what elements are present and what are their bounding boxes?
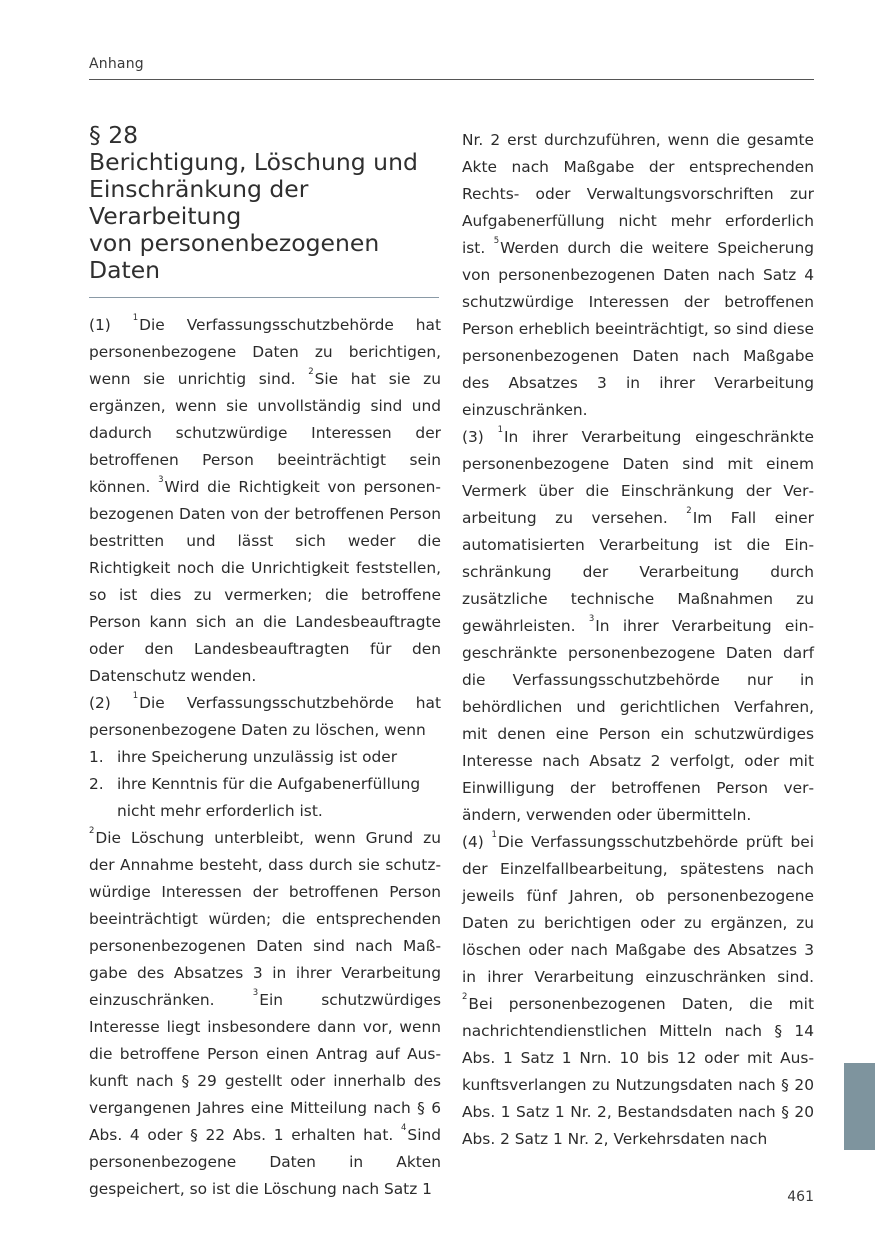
sentence: Im Fall einer automatisierten Verarbeitung ist die Einschränkung der Verarbeitung durch zusätzliche technische Maßnahmen zu gewährleisten. [462, 509, 814, 635]
sentence: Bei personenbezogenen Daten, die mit nachrichtendienstlichen Mitteln nach § 14 Abs. 1 Satz 1 Nrn. 10 bis 12 oder mit Auskunftsverlangen zu Nutzungsdaten nach § 20 Abs. 1 Satz 1 Nr. 2, Bestandsdaten nach § 20 Abs. 2 Satz 1 Nr. 2, Verkehrsdaten nach [462, 995, 814, 1148]
numbered-list [89, 744, 441, 825]
list-item-text: ihre Speicherung unzulässig ist oder [117, 748, 398, 766]
sentence: Die Löschung unterbleibt, wenn Grund zu der Annahme besteht, dass durch sie schutzwürdige Interessen der betroffenen Person beeinträchtigt würden; die entsprechenden personenbezogenen Daten sind nach Maßgabe des Absatzes 3 in ihrer Verarbeitung einzuschränken. [89, 829, 441, 1009]
section-heading [89, 122, 441, 284]
paragraph-2-continued [462, 127, 814, 424]
sentence-number: 2 [89, 826, 95, 836]
running-header: Anhang [89, 56, 144, 72]
section-title-line: Berichtigung, Löschung und [89, 148, 418, 176]
sentence-number: 1 [497, 425, 503, 435]
list-item [89, 744, 441, 771]
sentence-number: 5 [493, 236, 500, 246]
sentence-number: 3 [588, 614, 595, 624]
sentence: Ein schutzwürdiges Interesse liegt insbesondere dann vor, wenn die betroffene Person einen Antrag auf Auskunft nach § 29 gestellt oder innerhalb des vergangenen Jahres eine Mitteilung nach § 6 Abs. 4 oder § 22 Abs. 1 erhalten hat. [89, 991, 441, 1144]
paragraph-3 [462, 424, 814, 829]
section-title-line: von personenbezogenen Daten [89, 229, 380, 284]
sentence-number: 3 [158, 475, 164, 485]
list-item-number: 1. [89, 748, 104, 766]
sentence: Die Verfassungsschutzbehörde hat personenbezogene Daten zu löschen, wenn [89, 694, 441, 739]
paragraph-number: (4) [462, 833, 484, 851]
sentence-number: 1 [132, 313, 139, 323]
sentence-number: 2 [462, 992, 468, 1002]
left-column [89, 122, 441, 1203]
sentence: Sind personenbezogene Daten in Akten gespeichert, so ist die Löschung nach Satz 1 [89, 1126, 441, 1198]
sentence: Nr. 2 erst durchzuführen, wenn die gesamte Akte nach Maßgabe der entsprechenden Rechts- oder Verwaltungsvorschriften zur Aufgabenerfüllung nicht mehr erforderlich ist. [462, 131, 814, 257]
section-number: § 28 [89, 121, 139, 149]
paragraph-2-continued [89, 825, 441, 1203]
sentence: Werden durch die weitere Speicherung von personenbezogenen Daten nach Satz 4 schutzwürdige Interessen der betroffenen Person erheblich beeinträchtigt, so sind diese personenbezogenen Daten nach Maßgabe des Absatzes 3 in ihrer Verarbeitung einzuschränken. [462, 239, 814, 419]
list-item-number: 2. [89, 775, 104, 793]
sentence: Die Verfassungsschutzbehörde prüft bei der Einzelfallbearbeitung, spätestens nach jeweils fünf Jahren, ob personenbezogene Daten zu berichtigen oder zu ergänzen, zu löschen oder nach Maßgabe des Absatzes 3 in ihrer Verarbeitung einzuschränken sind. [462, 833, 814, 986]
sentence-number: 1 [132, 691, 139, 701]
paragraph-number: (1) [89, 316, 111, 334]
paragraph-1 [89, 312, 441, 690]
chapter-thumb-tab [844, 1063, 875, 1150]
page-number: 461 [787, 1189, 814, 1205]
sentence: Die Verfassungsschutzbehörde hat personenbezogene Daten zu berichtigen, wenn sie unrichtig sind. [89, 316, 441, 388]
sentence: Wird die Richtigkeit von personenbezogenen Daten von der betroffenen Person bestritten und lässt sich weder die Richtigkeit noch die Unrichtigkeit feststellen, so ist dies zu vermerken; die betroffene Person kann sich an die Landesbeauftragte oder den Landesbeauftragten für den Datenschutz wenden. [89, 478, 441, 685]
sentence-number: 2 [308, 367, 314, 377]
sentence-number: 3 [252, 988, 259, 998]
sentence: In ihrer Verarbeitung eingeschränkte personenbezogene Daten sind mit einem Vermerk über die Einschränkung der Verarbeitung zu versehen. [462, 428, 814, 527]
sentence-number: 2 [686, 506, 692, 516]
section-title-line: Einschränkung der Verarbeitung [89, 175, 309, 230]
paragraph-2 [89, 690, 441, 744]
paragraph-number: (2) [89, 694, 111, 712]
list-item-text: ihre Kenntnis für die Aufgabenerfüllung nicht mehr erforderlich ist. [117, 775, 421, 820]
sentence: Sie hat sie zu ergänzen, wenn sie unvollständig sind und dadurch schutzwürdige Interessen der betroffenen Person beeinträchtigt sein können. [89, 370, 441, 496]
right-column [462, 127, 814, 1153]
paragraph-number: (3) [462, 428, 484, 446]
section-rule [89, 297, 439, 298]
paragraph-4 [462, 829, 814, 1153]
sentence-number: 1 [491, 830, 497, 840]
header-rule [89, 79, 814, 80]
list-item [89, 771, 441, 825]
sentence: In ihrer Verarbeitung eingeschränkte personenbezogene Daten darf die Verfassungsschutzbehörde nur in behördlichen und gerichtlichen Verfahren, mit denen eine Person ein schutzwürdiges Interesse nach Absatz 2 verfolgt, oder mit Einwilligung der betroffenen Person verändern, verwenden oder übermitteln. [462, 617, 814, 824]
sentence-number: 4 [401, 1123, 407, 1133]
